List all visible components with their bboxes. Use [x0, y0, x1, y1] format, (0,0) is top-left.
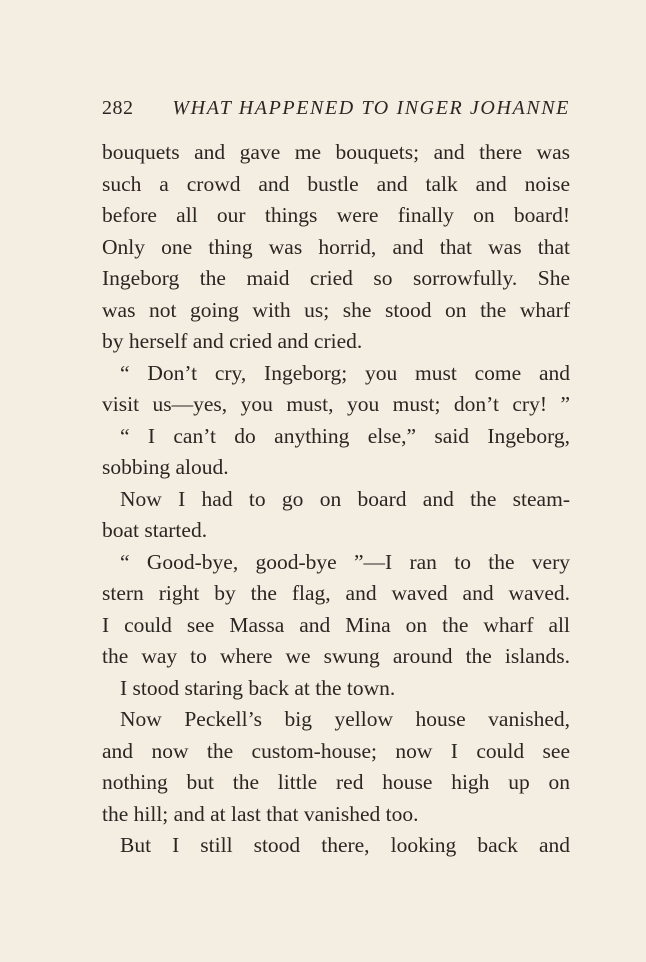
text-line: and now the custom-house; now I could see	[102, 738, 570, 763]
text-line: bouquets and gave me bouquets; and there was	[102, 140, 570, 164]
text-line: stern right by the flag, and waved and waved.	[102, 581, 570, 605]
text-line: before all our things were finally on board!	[102, 203, 570, 227]
text-line: boat started.	[102, 518, 208, 542]
text-line: the hill; and at last that vanished too.	[102, 801, 419, 826]
text-line: “ Don’t cry, Ingeborg; you must come and	[120, 360, 570, 385]
text-line: But I still stood there, looking back and	[120, 833, 570, 857]
text-line: sobbing aloud.	[102, 455, 229, 479]
text-line: Only one thing was horrid, and that was that	[102, 234, 570, 259]
book-title: WHAT HAPPENED TO INGER JOHANNE	[172, 97, 570, 119]
text-line: by herself and cried and cried.	[102, 329, 363, 353]
text-line: I stood staring back at the town.	[120, 675, 396, 700]
text-line: Ingeborg the maid cried so sorrowfully. She	[102, 266, 570, 290]
text-line: “ Good-bye, good-bye ”—I ran to the very	[120, 549, 570, 574]
text-line: “ I can’t do anything else,” said Ingeborg,	[120, 423, 570, 448]
text-line: nothing but the little red house high up on	[102, 770, 570, 794]
text-line: was not going with us; she stood on the wharf	[102, 297, 570, 322]
text-line: Now I had to go on board and the steam-	[120, 486, 570, 511]
text-line: I could see Massa and Mina on the wharf all	[102, 612, 570, 637]
page-number: 282	[102, 97, 134, 119]
running-header	[102, 95, 570, 121]
text-line: the way to where we swung around the islands.	[102, 644, 570, 668]
text-line: visit us—yes, you must, you must; don’t cry! ”	[102, 392, 570, 416]
text-line: Now Peckell’s big yellow house vanished,	[120, 707, 570, 731]
body-text	[102, 137, 570, 862]
text-line: such a crowd and bustle and talk and noise	[102, 171, 570, 196]
